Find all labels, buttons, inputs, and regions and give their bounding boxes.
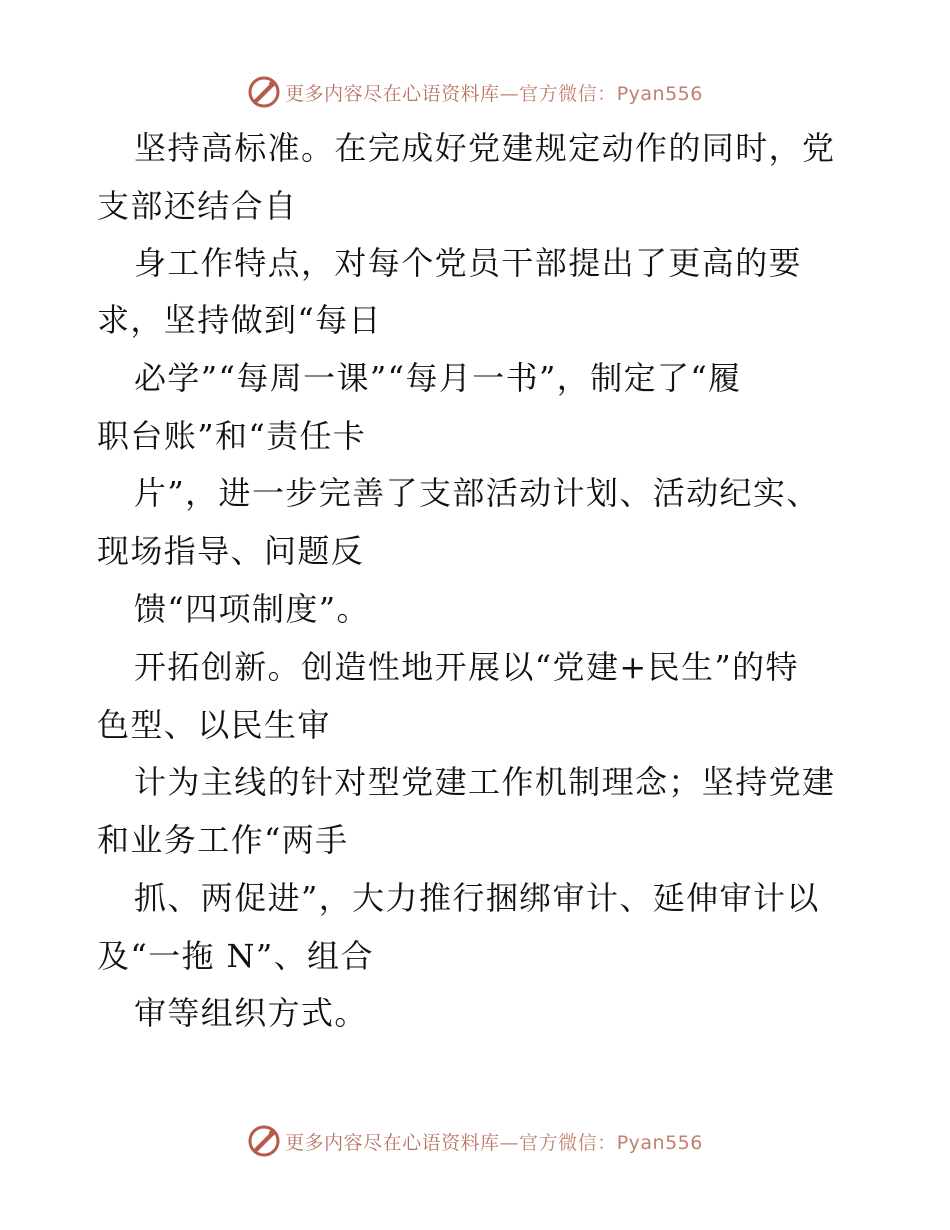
- watermark-wechat-id: Pyan556: [616, 1131, 703, 1154]
- paragraph-line: 片”，进一步完善了支部活动计划、活动纪实、: [134, 474, 820, 512]
- paragraph-line: 馈“四项制度”。: [134, 590, 370, 628]
- watermark-main: 更多内容尽在心语资料库: [285, 1131, 500, 1154]
- paragraph-line: 身工作特点，对每个党员干部提出了更高的要: [134, 244, 803, 282]
- paragraph-line: 及“一拖 N”、组合: [97, 937, 374, 975]
- watermark-wechat-label: 官方微信：: [519, 82, 617, 105]
- paragraph-line: 开拓创新。创造性地开展以“党建+民生”的特: [134, 648, 799, 686]
- paragraph-line: 和业务工作“两手: [97, 821, 349, 859]
- paragraph-line: 计为主线的针对型党建工作机制理念；坚持党建: [134, 763, 836, 801]
- paragraph-line: 坚持高标准。在完成好党建规定动作的同时，党: [134, 129, 836, 167]
- paragraph-line: 色型、以民生审: [97, 706, 331, 744]
- paragraph-line: 现场指导、问题反: [97, 532, 365, 570]
- paragraph-line: 求，坚持做到“每日: [97, 301, 382, 339]
- watermark-main: 更多内容尽在心语资料库: [285, 82, 500, 105]
- brand-logo-icon: [247, 75, 281, 109]
- watermark-wechat-label: 官方微信：: [519, 1131, 617, 1154]
- paragraph-line: 审等组织方式。: [134, 994, 368, 1032]
- brand-logo-icon: [247, 1124, 281, 1158]
- paragraph-line: 支部还结合自: [97, 187, 298, 225]
- watermark-text: [285, 1128, 703, 1155]
- paragraph-line: 抓、两促进”，大力推行捆绑审计、延伸审计以: [134, 879, 820, 917]
- watermark-wechat-id: Pyan556: [616, 82, 703, 105]
- paragraph-line: 职台账”和“责任卡: [97, 417, 367, 455]
- watermark-separator: —: [499, 1131, 520, 1154]
- watermark-separator: —: [499, 82, 520, 105]
- header-watermark: [0, 72, 950, 112]
- footer-watermark: [0, 1121, 950, 1161]
- watermark-text: [285, 79, 703, 106]
- paragraph-line: 必学”“每周一课”“每月一书”，制定了“履: [134, 359, 742, 397]
